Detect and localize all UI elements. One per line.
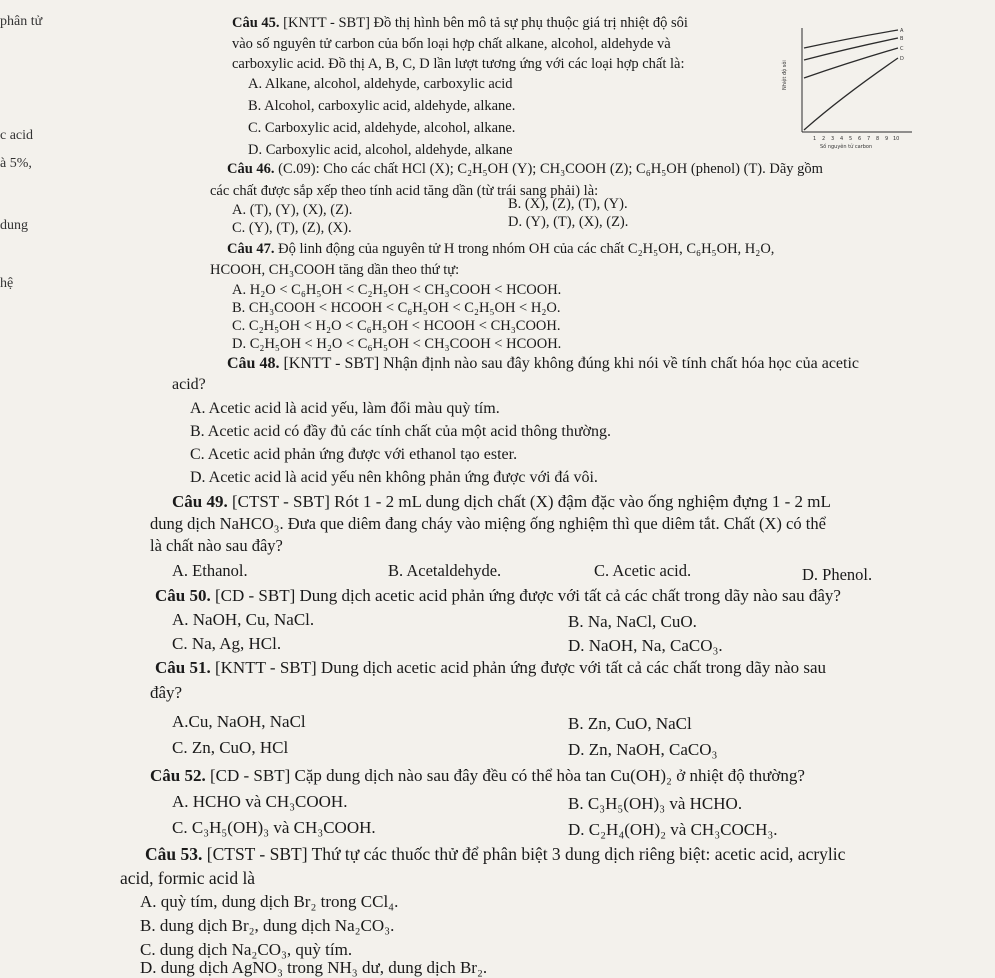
question-text: [CD - SBT] Dung dịch acetic acid phản ứng được với tất cả các chất trong dãy nào sau đây?	[214, 586, 841, 605]
option-a: A. Ethanol.	[172, 561, 248, 580]
option-b: B. Na, NaCl, CuO.	[568, 612, 697, 631]
margin-fragment: phân tử	[0, 14, 43, 29]
question-number: Câu 46.	[227, 161, 275, 177]
question-text: [KNTT - SBT] Nhận định nào sau đây không đúng khi nói về tính chất hóa học của acetic	[283, 355, 860, 372]
graph-curve-d	[804, 58, 898, 130]
question-text: acid, formic acid là	[120, 868, 256, 888]
margin-fragment: hệ	[0, 276, 14, 291]
option-c: C. dung dịch Na₂CO₃, quỳ tím.	[140, 940, 353, 959]
question-51	[155, 658, 826, 678]
question-number: Câu 51.	[155, 658, 211, 677]
question-text: là chất nào sau đây?	[150, 536, 283, 555]
question-46	[227, 161, 823, 178]
question-number: Câu 53.	[145, 844, 203, 864]
option-d: D. C₂H₅OH < H₂O < C₆H₅OH < CH₃COOH < HCOOH.	[232, 336, 562, 352]
graph-x-tick: 9	[885, 136, 889, 142]
question-50	[155, 586, 841, 606]
question-text: [CTST - SBT] Rót 1 - 2 mL dung dịch chất (X) đậm đặc vào ống nghiệm đựng 1 - 2 mL	[231, 492, 831, 511]
option-c: C. Acetic acid.	[594, 561, 692, 580]
graph-x-tick: 6	[858, 136, 862, 142]
option-a: A. HCHO và CH₃COOH.	[172, 792, 348, 811]
question-number: Câu 48.	[227, 355, 280, 372]
question-52	[150, 766, 805, 786]
option-d: D. Carboxylic acid, alcohol, aldehyde, alkane	[248, 142, 513, 158]
graph-x-label: Số nguyên tử carbon	[820, 144, 873, 150]
graph-label-a: A	[900, 28, 904, 34]
graph-x-tick: 1	[813, 136, 817, 142]
question-text: HCOOH, CH₃COOH tăng dần theo thứ tự:	[210, 262, 460, 278]
option-a: A. Alkane, alcohol, aldehyde, carboxylic acid	[248, 76, 513, 92]
question-text: [CD - SBT] Cặp dung dịch nào sau đây đều có thể hòa tan Cu(OH)₂ ở nhiệt độ thường?	[209, 766, 805, 785]
option-d: D. Acetic acid là acid yếu nên không phản ứng được với đá vôi.	[190, 469, 598, 486]
graph-curve-b	[804, 38, 898, 60]
option-d: D. NaOH, Na, CaCO₃.	[568, 636, 723, 655]
question-number: Câu 45.	[232, 15, 280, 31]
option-b: B. CH₃COOH < HCOOH < C₆H₅OH < C₂H₅OH < H₂O.	[232, 300, 561, 316]
question-text: [CTST - SBT] Thứ tự các thuốc thử để phân biệt 3 dung dịch riêng biệt: acetic acid, acrylic	[206, 844, 846, 864]
option-a: A.Cu, NaOH, NaCl	[172, 712, 306, 731]
graph-label-b: B	[900, 36, 904, 42]
option-b: B. Acetaldehyde.	[388, 561, 502, 580]
option-a: A. (T), (Y), (X), (Z).	[232, 202, 353, 218]
option-b: B. (X), (Z), (T), (Y).	[508, 196, 628, 212]
question-text: [KNTT - SBT] Đồ thị hình bên mô tả sự phụ thuộc giá trị nhiệt độ sôi	[283, 15, 688, 31]
option-b: B. Alcohol, carboxylic acid, aldehyde, alkane.	[248, 98, 516, 114]
option-b: B. Zn, CuO, NaCl	[568, 714, 692, 733]
question-45	[232, 15, 688, 32]
question-53	[145, 844, 845, 864]
graph-x-tick: 5	[849, 136, 853, 142]
graph-x-tick: 2	[822, 136, 826, 142]
question-number: Câu 49.	[172, 492, 228, 511]
option-c: C. Zn, CuO, HCl	[172, 738, 289, 757]
graph-label-c: C	[900, 46, 904, 52]
option-c: C. (Y), (T), (Z), (X).	[232, 220, 352, 236]
graph-x-tick: 4	[840, 136, 844, 142]
question-text: Độ linh động của nguyên tử H trong nhóm OH của các chất C₂H₅OH, C₆H₅OH, H₂O,	[278, 241, 775, 257]
option-c: C. C₃H₅(OH)₃ và CH₃COOH.	[172, 818, 376, 837]
graph-x-tick: 3	[831, 136, 835, 142]
question-text: [KNTT - SBT] Dung dịch acetic acid phản ứng được với tất cả các chất trong dãy nào sau	[214, 658, 827, 677]
option-b: B. dung dịch Br₂, dung dịch Na₂CO₃.	[140, 916, 395, 935]
option-a: A. H₂O < C₆H₅OH < C₂H₅OH < CH₃COOH < HCOOH.	[232, 282, 562, 298]
question-text: acid?	[172, 376, 206, 393]
margin-fragment: dung	[0, 218, 28, 233]
option-c: C. Na, Ag, HCl.	[172, 634, 282, 653]
question-number: Câu 47.	[227, 241, 275, 257]
question-48	[227, 355, 859, 373]
graph-x-tick: 10	[893, 136, 900, 142]
option-a: A. Acetic acid là acid yếu, làm đổi màu quỳ tím.	[190, 400, 500, 417]
option-d: D. Phenol.	[802, 565, 873, 584]
option-a: A. quỳ tím, dung dịch Br₂ trong CCl₄.	[140, 892, 399, 911]
margin-fragment: c acid	[0, 128, 34, 143]
question-text: carboxylic acid. Đồ thị A, B, C, D lần lượt tương ứng với các loại hợp chất là:	[232, 56, 685, 72]
graph-label-d: D	[900, 56, 904, 62]
question-number: Câu 50.	[155, 586, 211, 605]
graph-curve-c	[804, 48, 898, 78]
option-d: D. dung dịch AgNO₃ trong NH₃ dư, dung dịch Br₂.	[140, 958, 488, 977]
option-c: C. C₂H₅OH < H₂O < C₆H₅OH < HCOOH < CH₃COOH.	[232, 318, 561, 334]
question-text: (C.09): Cho các chất HCl (X); C₂H₅OH (Y); CH₃COOH (Z); C₆H₅OH (phenol) (T). Dãy gồm	[278, 161, 823, 177]
question-text: dung dịch NaHCO₃. Đưa que diêm đang cháy vào miệng ống nghiệm thì que diêm tắt. Chất (X) có thể	[150, 514, 826, 533]
option-b: B. C₃H₅(OH)₃ và HCHO.	[568, 794, 743, 813]
boiling-point-graph	[780, 20, 915, 150]
margin-fragment: à 5%,	[0, 156, 32, 171]
option-a: A. NaOH, Cu, NaCl.	[172, 610, 315, 629]
graph-x-tick: 8	[876, 136, 880, 142]
question-47	[227, 241, 774, 258]
graph-curve-a	[804, 30, 898, 48]
graph-x-tick: 7	[867, 136, 871, 142]
option-d: D. C₂H₄(OH)₂ và CH₃COCH₃.	[568, 820, 778, 839]
option-c: C. Acetic acid phản ứng được với ethanol tạo ester.	[190, 446, 518, 463]
option-b: B. Acetic acid có đầy đủ các tính chất của một acid thông thường.	[190, 423, 611, 440]
option-c: C. Carboxylic acid, aldehyde, alcohol, alkane.	[248, 120, 516, 136]
graph-y-label: Nhiệt độ sôi	[782, 60, 788, 90]
question-text: vào số nguyên tử carbon của bốn loại hợp chất alkane, alcohol, aldehyde và	[232, 36, 671, 52]
question-49	[172, 492, 831, 512]
option-d: D. (Y), (T), (X), (Z).	[508, 214, 629, 230]
option-d: D. Zn, NaOH, CaCO₃	[568, 740, 718, 759]
question-text: đây?	[150, 683, 183, 702]
question-number: Câu 52.	[150, 766, 206, 785]
question-text: các chất được sắp xếp theo tính acid tăng dần (từ trái sang phải) là:	[210, 183, 599, 199]
